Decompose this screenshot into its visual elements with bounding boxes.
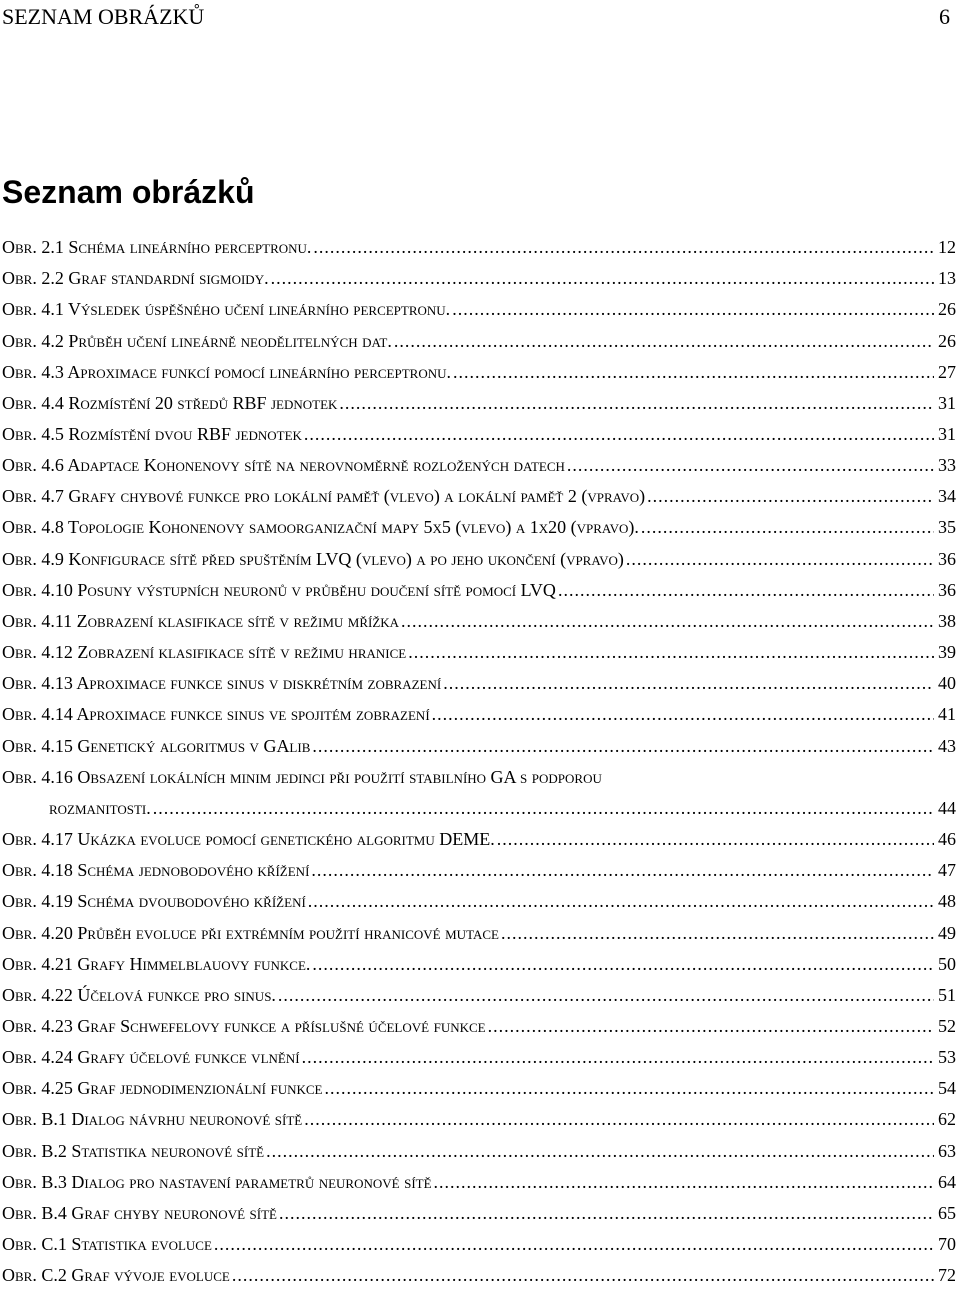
toc-entry-page: 12	[938, 237, 956, 258]
toc-entry-page: 62	[938, 1109, 956, 1130]
page-header	[2, 2, 956, 42]
toc-leader-dots	[434, 1172, 934, 1193]
toc-entry[interactable]	[2, 949, 956, 980]
toc-entry-label: Obr. B.2 Statistika neuronové sítě	[2, 1140, 265, 1161]
toc-leader-dots	[401, 611, 934, 632]
toc-entry-label: rozmanitosti.	[49, 797, 151, 818]
section-title: Seznam obrázků	[2, 174, 255, 210]
toc-entry[interactable]	[2, 388, 956, 419]
toc-entry[interactable]	[2, 1260, 956, 1291]
toc-entry-page: 38	[938, 610, 956, 631]
toc-entry-page: 48	[938, 891, 956, 912]
toc-entry[interactable]	[2, 575, 956, 606]
running-header-title: SEZNAM OBRÁZKŮ	[2, 4, 205, 29]
toc-leader-dots	[279, 1203, 934, 1224]
toc-leader-dots	[497, 829, 934, 850]
toc-entry[interactable]	[2, 886, 956, 917]
toc-leader-dots	[647, 486, 934, 507]
toc-leader-dots	[232, 1265, 934, 1286]
toc-leader-dots	[302, 1047, 934, 1068]
toc-entry-page: 35	[938, 517, 956, 538]
toc-entry-label: Obr. 4.15 Genetický algoritmus v GAlib	[2, 735, 311, 756]
toc-entry-label: Obr. 2.2 Graf standardní sigmoidy.	[2, 268, 269, 289]
toc-leader-dots	[214, 1234, 934, 1255]
toc-leader-dots	[641, 517, 934, 538]
toc-entry[interactable]	[2, 1104, 956, 1135]
toc-leader-dots	[488, 1016, 934, 1037]
toc-entry-label: Obr. 4.18 Schéma jednobodového křížení	[2, 860, 310, 881]
toc-entry[interactable]	[2, 699, 956, 730]
toc-entry[interactable]	[2, 855, 956, 886]
toc-entry-label: Obr. 4.24 Grafy účelové funkce vlnění	[2, 1047, 300, 1068]
toc-entry[interactable]	[2, 450, 956, 481]
toc-entry-label: Obr. 2.1 Schéma lineárního perceptronu.	[2, 237, 312, 258]
toc-entry-page: 36	[938, 579, 956, 600]
toc-leader-dots	[453, 362, 934, 383]
toc-leader-dots	[558, 580, 934, 601]
toc-entry[interactable]	[2, 1042, 956, 1073]
toc-entry[interactable]	[2, 637, 956, 668]
toc-entry-page: 13	[938, 268, 956, 289]
toc-entry[interactable]	[2, 419, 956, 450]
toc-leader-dots	[304, 424, 934, 445]
toc-entry-label: Obr. 4.12 Zobrazení klasifikace sítě v režimu hranice	[2, 642, 407, 663]
toc-entry[interactable]	[2, 544, 956, 575]
toc-entry-page: 34	[938, 486, 956, 507]
toc-leader-dots	[311, 860, 934, 881]
toc-entry-label: Obr. 4.20 Průběh evoluce při extrémním použití hranicové mutace	[2, 922, 499, 943]
toc-entry-page: 63	[938, 1140, 956, 1161]
toc-entry-label: Obr. 4.5 Rozmístění dvou RBF jednotek	[2, 424, 302, 445]
toc-leader-dots	[408, 642, 934, 663]
toc-entry-label: Obr. 4.4 Rozmístění 20 středů RBF jednotek	[2, 392, 338, 413]
toc-entry-page: 27	[938, 361, 956, 382]
toc-entry-page: 72	[938, 1265, 956, 1286]
toc-leader-dots	[278, 985, 934, 1006]
toc-entry[interactable]	[2, 325, 956, 356]
toc-entry[interactable]	[2, 357, 956, 388]
toc-entry-label: Obr. 4.19 Schéma dvoubodového křížení	[2, 891, 306, 912]
toc-entry-page: 36	[938, 548, 956, 569]
toc-leader-dots	[308, 891, 934, 912]
toc-entry-label: Obr. B.3 Dialog pro nastavení parametrů neuronové sítě	[2, 1171, 432, 1192]
toc-leader-dots	[452, 299, 934, 320]
toc-entry[interactable]	[2, 980, 956, 1011]
toc-entry-page: 70	[938, 1234, 956, 1255]
toc-entry-label: Obr. 4.17 Ukázka evoluce pomocí genetického algoritmu DEME.	[2, 829, 495, 850]
toc-entry[interactable]	[2, 1073, 956, 1104]
toc-entry-label: Obr. 4.23 Graf Schwefelovy funkce a příslušné účelové funkce	[2, 1015, 486, 1036]
toc-entry-label: Obr. 4.21 Grafy Himmelblauovy funkce.	[2, 953, 311, 974]
toc-leader-dots	[432, 704, 934, 725]
toc-entry[interactable]	[2, 1198, 956, 1229]
toc-entry-label: Obr. 4.2 Průběh učení lineárně neodělitelných dat.	[2, 330, 392, 351]
toc-leader-dots	[266, 1141, 934, 1162]
toc-entry[interactable]	[2, 263, 956, 294]
toc-entry[interactable]	[2, 731, 956, 762]
toc-leader-dots	[626, 549, 934, 570]
toc-entry-label: Obr. 4.8 Topologie Kohonenovy samoorganizační mapy 5x5 (vlevo) a 1x20 (vpravo).	[2, 517, 639, 538]
toc-entry[interactable]	[2, 606, 956, 637]
toc-entry-page: 31	[938, 392, 956, 413]
page-number: 6	[939, 4, 950, 29]
toc-entry-label: Obr. 4.3 Aproximace funkcí pomocí lineárního perceptronu.	[2, 361, 451, 382]
toc-entry[interactable]	[2, 512, 956, 543]
toc-entry-page: 53	[938, 1047, 956, 1068]
toc-entry[interactable]	[2, 793, 956, 824]
toc-leader-dots	[312, 736, 934, 757]
toc-entry-label: Obr. 4.1 Výsledek úspěšného učení lineárního perceptronu.	[2, 299, 451, 320]
toc-entry-label: Obr. B.1 Dialog návrhu neuronové sítě	[2, 1109, 303, 1130]
toc-entry-page: 43	[938, 735, 956, 756]
toc-entry-label: Obr. C.2 Graf vývoje evoluce	[2, 1265, 230, 1286]
toc-entry-label: Obr. B.4 Graf chyby neuronové sítě	[2, 1202, 277, 1223]
toc-leader-dots	[153, 798, 934, 819]
toc-entry[interactable]	[2, 917, 956, 948]
toc-entry[interactable]	[2, 1136, 956, 1167]
toc-entry[interactable]	[2, 824, 956, 855]
toc-entry-page: 46	[938, 829, 956, 850]
toc-entry-label: Obr. 4.11 Zobrazení klasifikace sítě v režimu mřížka	[2, 610, 400, 631]
toc-entry-page: 52	[938, 1015, 956, 1036]
toc-entry[interactable]	[2, 294, 956, 325]
toc-entry-page: 31	[938, 424, 956, 445]
toc-entry-label: Obr. 4.9 Konfigurace sítě před spuštěním LVQ (vlevo) a po jeho ukončení (vpravo)	[2, 548, 624, 569]
toc-leader-dots	[325, 1078, 935, 1099]
toc-leader-dots	[339, 393, 934, 414]
toc-entry-page: 39	[938, 642, 956, 663]
toc-entry-label: Obr. 4.22 Účelová funkce pro sinus.	[2, 984, 276, 1005]
toc-leader-dots	[394, 331, 934, 352]
toc-entry-page: 26	[938, 299, 956, 320]
list-of-figures	[2, 232, 956, 1291]
toc-entry-page: 44	[938, 797, 956, 818]
toc-entry-page: 41	[938, 704, 956, 725]
toc-leader-dots	[313, 237, 934, 258]
toc-entry[interactable]	[2, 232, 956, 263]
toc-entry-label: Obr. 4.10 Posuny výstupních neuronů v průběhu doučení sítě pomocí LVQ	[2, 579, 556, 600]
toc-entry-page: 54	[938, 1078, 956, 1099]
toc-entry-label: Obr. 4.6 Adaptace Kohonenovy sítě na nerovnoměrně rozložených datech	[2, 455, 565, 476]
toc-entry-label: Obr. 4.14 Aproximace funkce sinus ve spojitém zobrazení	[2, 704, 430, 725]
toc-entry[interactable]	[2, 668, 956, 699]
toc-leader-dots	[312, 954, 934, 975]
toc-leader-dots	[567, 455, 934, 476]
toc-entry[interactable]	[2, 1229, 956, 1260]
toc-entry[interactable]	[2, 481, 956, 512]
toc-entry-page: 33	[938, 455, 956, 476]
toc-leader-dots	[501, 923, 934, 944]
toc-entry-label: Obr. C.1 Statistika evoluce	[2, 1234, 212, 1255]
toc-entry[interactable]	[2, 762, 956, 793]
toc-entry-label: Obr. 4.7 Grafy chybové funkce pro lokální paměť (vlevo) a lokální paměť 2 (vpravo)	[2, 486, 646, 507]
toc-entry-page: 64	[938, 1171, 956, 1192]
toc-entry-label: Obr. 4.25 Graf jednodimenzionální funkce	[2, 1078, 323, 1099]
toc-entry-page: 40	[938, 673, 956, 694]
toc-entry-page: 51	[938, 984, 956, 1005]
toc-entry-page: 49	[938, 922, 956, 943]
toc-leader-dots	[271, 268, 934, 289]
toc-entry-label: Obr. 4.13 Aproximace funkce sinus v diskrétním zobrazení	[2, 673, 442, 694]
toc-entry-label: Obr. 4.16 Obsazení lokálních minim jedinci při použití stabilního GA s podporou	[2, 766, 602, 787]
toc-leader-dots	[443, 673, 934, 694]
toc-entry-page: 65	[938, 1202, 956, 1223]
toc-entry[interactable]	[2, 1011, 956, 1042]
toc-entry[interactable]	[2, 1167, 956, 1198]
toc-entry-page: 47	[938, 860, 956, 881]
toc-entry-page: 26	[938, 330, 956, 351]
toc-leader-dots	[304, 1109, 934, 1130]
toc-entry-page: 50	[938, 953, 956, 974]
